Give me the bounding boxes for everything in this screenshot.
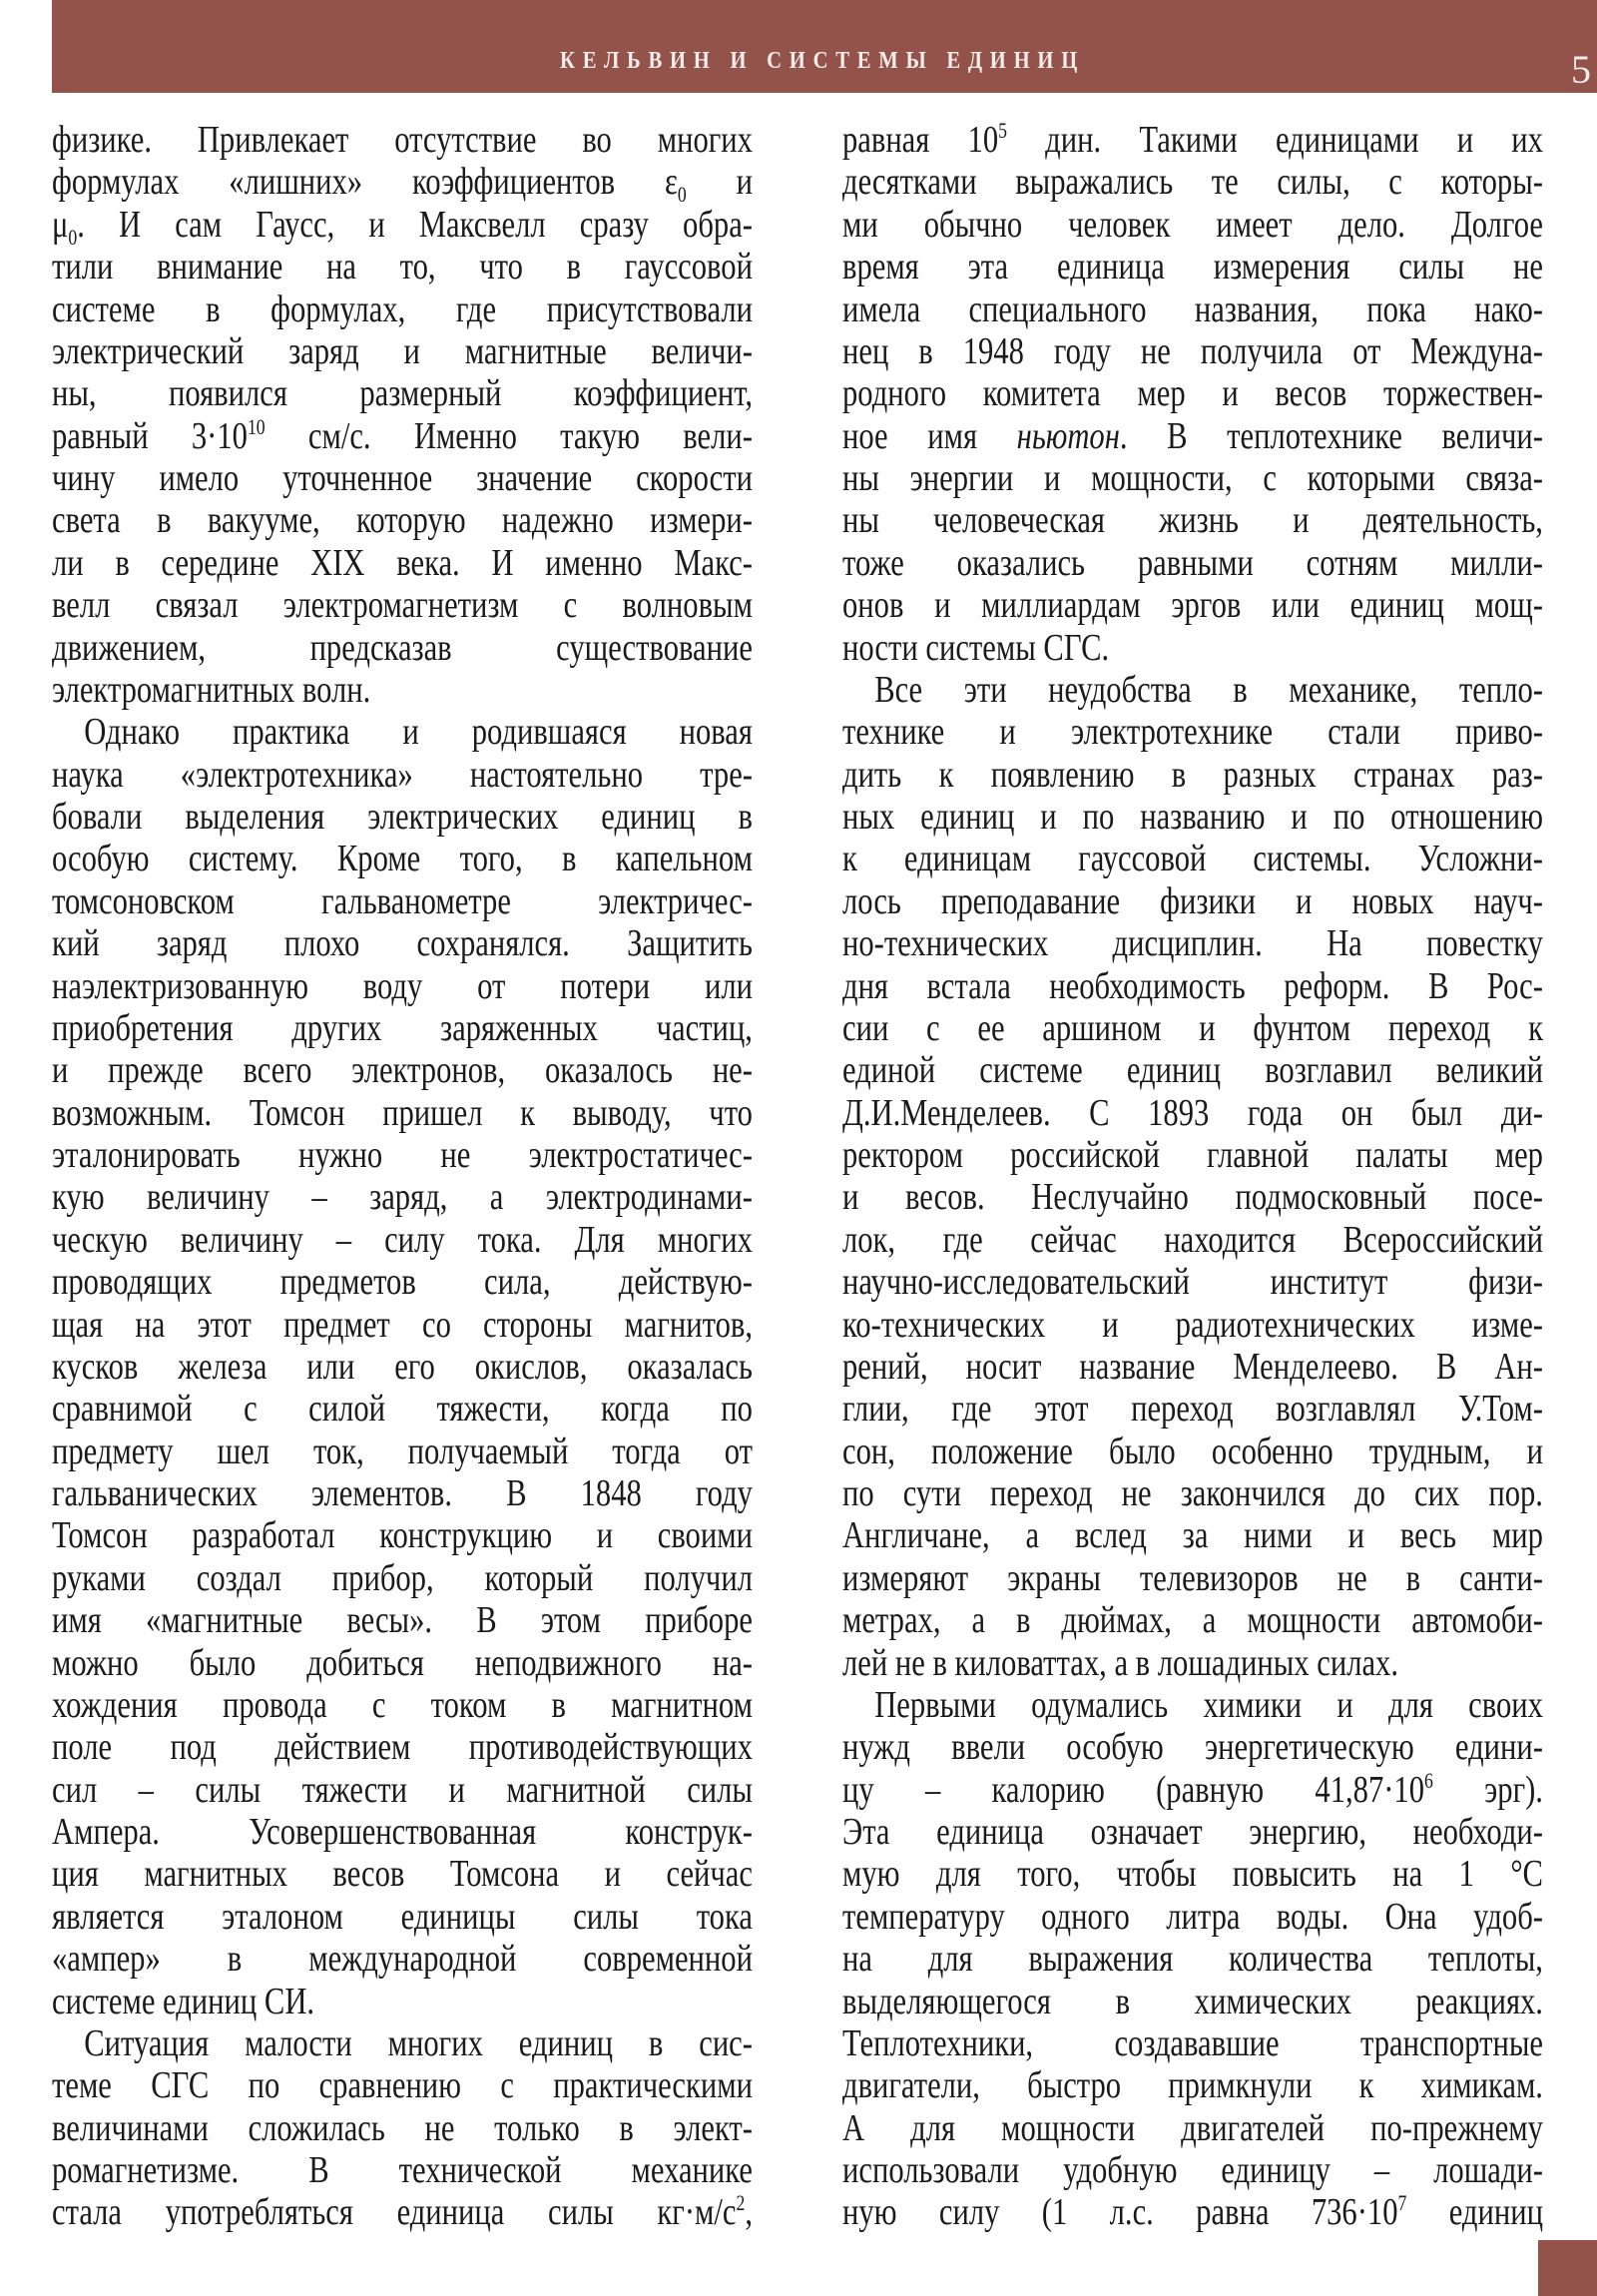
text-run: Ампера. Усовершенствованная конструк-	[52, 1811, 753, 1853]
text-line	[52, 923, 753, 965]
text-line	[842, 797, 1543, 839]
text-line	[842, 500, 1543, 542]
text-run: . В теплотехнике величи-	[1119, 414, 1543, 457]
text-run: системе в формулах, где присутствовали	[52, 287, 753, 330]
text-run: руками создал прибор, который получил	[52, 1556, 753, 1599]
text-line	[52, 1347, 753, 1389]
text-run: тоже оказались равными сотням милли-	[842, 541, 1543, 584]
text-line	[52, 161, 753, 208]
text-run: А для мощности двигателей по-прежнему	[842, 2106, 1543, 2149]
text-line	[842, 1558, 1543, 1600]
text-run: Англичане, а вслед за ними и весь мир	[842, 1514, 1543, 1557]
text-run: ных единиц и по названию и по отношению	[842, 796, 1543, 838]
text-run: десятками выражались те силы, с которы-	[842, 161, 1543, 204]
text-run: велл связал электромагнетизм с волновым	[52, 584, 753, 627]
text-run: ны энергии и мощности, с которыми связа-	[842, 457, 1543, 499]
italic-term: ньютон	[1016, 414, 1120, 457]
text-run: измеряют экраны телевизоров не в санти-	[842, 1556, 1543, 1599]
text-line	[52, 120, 753, 162]
text-run: томсоновском гальванометре электричес-	[52, 879, 753, 922]
text-line	[52, 331, 753, 373]
text-run: единой системе единиц возглавил великий	[842, 1049, 1543, 1092]
text-line	[52, 966, 753, 1008]
text-run: ция магнитных весов Томсона и сейчас	[52, 1853, 753, 1896]
text-run: является эталоном единицы силы тока	[52, 1895, 753, 1938]
text-line	[52, 1643, 753, 1685]
text-line	[842, 1473, 1543, 1515]
text-run: см/с. Именно такую вели-	[265, 414, 753, 457]
text-line	[52, 670, 753, 712]
text-run: наэлектризованную воду от потери или	[52, 964, 753, 1007]
text-run: но-технических дисциплин. На повестку	[842, 922, 1543, 965]
text-run: имела специального названия, пока нако-	[842, 287, 1543, 330]
text-line	[52, 712, 753, 754]
text-run: нец в 1948 году не получила от Междуна-	[842, 329, 1543, 372]
text-run: лей не в киловаттах, а в лошадиных силах.	[842, 1641, 1398, 1684]
text-line	[52, 1982, 753, 2023]
text-line	[52, 1050, 753, 1092]
text-run: Теплотехники, создававшие транспортные	[842, 2021, 1543, 2064]
text-run: Первыми одумались химики и для своих	[874, 1683, 1543, 1726]
text-run: дить к появлению в разных странах раз-	[842, 753, 1543, 796]
text-line	[52, 500, 753, 542]
text-line	[52, 1812, 753, 1854]
text-line	[52, 203, 753, 250]
text-run: по сути переход не закончился до сих пор.	[842, 1472, 1543, 1514]
text-line	[52, 1600, 753, 1642]
text-run: тили внимание на то, что в гауссовой	[52, 246, 753, 288]
text-run: Д.И.Менделеев. С 1893 года он был ди-	[842, 1091, 1543, 1134]
text-run: бовали выделения электрических единиц в	[52, 796, 753, 838]
text-run: ческую величину – силу тока. Для многих	[52, 1218, 753, 1261]
text-run: эрг).	[1432, 1768, 1543, 1811]
text-run: сии с ее аршином и фунтом переход к	[842, 1006, 1543, 1049]
text-line	[842, 1135, 1543, 1177]
text-run: на для выражения количества теплоты,	[842, 1938, 1543, 1981]
text-line	[842, 1812, 1543, 1854]
text-run: Все эти неудобства в механике, тепло-	[874, 668, 1543, 711]
text-line	[52, 2023, 753, 2065]
text-run: и	[686, 161, 753, 204]
page-number: 5	[1571, 47, 1591, 92]
text-run: ны, появился размерный коэффициент,	[52, 372, 753, 415]
text-run: теме СГС по сравнению с практическими	[52, 2064, 753, 2107]
text-line	[52, 1558, 753, 1600]
text-line	[842, 2023, 1543, 2065]
text-run: единиц	[1406, 2191, 1543, 2234]
text-run: эталонировать нужно не электростатичес-	[52, 1134, 753, 1176]
chapter-title: КЕЛЬВИН И СИСТЕМЫ ЕДИНИЦ	[560, 48, 1085, 74]
text-line	[842, 1854, 1543, 1896]
text-run: кусков железа или его окислов, оказалась	[52, 1345, 753, 1388]
text-line	[842, 2150, 1543, 2192]
text-line	[842, 1008, 1543, 1050]
text-line	[52, 881, 753, 923]
text-line	[842, 1767, 1543, 1812]
text-run: дня встала необходимость реформ. В Рос-	[842, 964, 1543, 1007]
text-line	[52, 1473, 753, 1515]
text-run: имя «магнитные весы». В этом приборе	[52, 1599, 753, 1642]
superscript: 7	[1397, 2190, 1407, 2216]
text-run: к единицам гауссовой системы. Усложни-	[842, 838, 1543, 880]
text-line	[842, 2065, 1543, 2107]
text-line	[52, 1939, 753, 1981]
text-line	[52, 839, 753, 880]
text-run: родного комитета мер и весов торжествен-	[842, 372, 1543, 415]
text-line	[842, 670, 1543, 712]
text-run: стала употребляться единица силы кг·м/с	[52, 2191, 737, 2234]
text-run: Эта единица означает энергию, необходи-	[842, 1811, 1543, 1853]
text-run: и прежде всего электронов, оказалось не-	[52, 1049, 753, 1092]
text-run: возможным. Томсон пришел к выводу, что	[52, 1091, 753, 1134]
text-line	[842, 458, 1543, 500]
text-run: ,	[745, 2191, 753, 2234]
text-run: и весов. Неслучайно подмосковный посе-	[842, 1176, 1543, 1219]
text-line	[842, 205, 1543, 247]
superscript: 10	[247, 413, 266, 439]
text-run: системе единиц СИ.	[52, 1980, 315, 2022]
superscript: 5	[998, 118, 1007, 143]
text-line	[842, 712, 1543, 754]
text-run: щая на этот предмет со стороны магнитов,	[52, 1303, 753, 1346]
text-run: Однако практика и родившаяся новая	[84, 711, 753, 754]
text-run: света в вакууме, которую надежно измери-	[52, 499, 753, 542]
text-line	[52, 628, 753, 670]
text-line	[842, 373, 1543, 415]
text-run: наука «электротехника» настоятельно тре-	[52, 753, 753, 796]
text-run: физике. Привлекает отсутствие во многих	[52, 119, 753, 161]
text-column-left	[52, 120, 922, 2235]
text-run: особую систему. Кроме того, в капельном	[52, 838, 753, 880]
text-line	[52, 2192, 753, 2234]
text-line	[842, 966, 1543, 1008]
text-line	[52, 543, 753, 585]
text-line	[842, 585, 1543, 627]
text-line	[52, 1897, 753, 1939]
text-run: ное имя	[842, 414, 1017, 457]
text-line	[52, 413, 753, 458]
text-run: онов и миллиардам эргов или единиц мощ-	[842, 584, 1543, 627]
text-run: ромагнетизме. В технической механике	[52, 2149, 753, 2191]
text-run: равный 3·10	[52, 414, 248, 457]
text-line	[842, 1515, 1543, 1557]
text-line	[842, 1939, 1543, 1981]
text-line	[52, 1432, 753, 1473]
text-run: рений, носит название Менделеево. В Ан-	[842, 1345, 1543, 1388]
text-line	[842, 1982, 1543, 2023]
text-run: ко-технических и радиотехнических изме-	[842, 1303, 1543, 1346]
text-run: проводящих предметов сила, действую-	[52, 1261, 753, 1304]
text-run: научно-исследовательский институт физи-	[842, 1261, 1543, 1304]
text-line	[52, 1008, 753, 1050]
text-run: электромагнитных волн.	[52, 668, 371, 711]
text-run: ректором российской главной палаты мер	[842, 1134, 1543, 1176]
text-run: электрический заряд и магнитные величи-	[52, 329, 753, 372]
text-line	[52, 2108, 753, 2150]
subscript: 0	[68, 224, 78, 250]
text-run: Ситуация малости многих единиц в сис-	[84, 2021, 753, 2064]
text-run: предмету шел ток, получаемый тогда от	[52, 1430, 753, 1472]
text-line	[842, 881, 1543, 923]
text-line	[52, 755, 753, 797]
text-line	[842, 1177, 1543, 1219]
text-column-right	[842, 120, 1597, 2235]
text-line	[52, 585, 753, 627]
text-run: дин. Такими единицами и их	[1006, 119, 1543, 161]
text-run: температуру одного литра воды. Она удоб-	[842, 1895, 1543, 1938]
text-line	[52, 1389, 753, 1431]
text-run: поле под действием противодействующих	[52, 1726, 753, 1769]
text-line	[842, 1093, 1543, 1135]
text-line	[52, 1515, 753, 1557]
text-run: ны человеческая жизнь и деятельность,	[842, 499, 1543, 542]
text-run: мую для того, чтобы повысить на 1 °С	[842, 1853, 1543, 1896]
text-run: двигатели, быстро примкнули к химикам.	[842, 2064, 1543, 2107]
text-run: сил – силы тяжести и магнитной силы	[52, 1768, 753, 1811]
text-line	[842, 289, 1543, 331]
text-line	[52, 1093, 753, 1135]
text-run: кий заряд плохо сохранялся. Защитить	[52, 922, 753, 965]
text-line	[842, 543, 1543, 585]
text-line	[52, 1135, 753, 1177]
text-run: метрах, а в дюймах, а мощности автомоби-	[842, 1599, 1543, 1642]
text-run: . И сам Гаусс, и Максвелл сразу обра-	[77, 203, 753, 246]
text-line	[52, 1305, 753, 1347]
text-line	[842, 839, 1543, 880]
text-line	[842, 1347, 1543, 1389]
text-run: лок, где сейчас находится Всероссийский	[842, 1218, 1543, 1261]
text-run: ную силу (1 л.с. равна 736·10	[842, 2191, 1398, 2234]
text-run: можно было добиться неподвижного на-	[52, 1641, 753, 1684]
text-line	[52, 2150, 753, 2192]
text-line	[52, 1220, 753, 1262]
superscript: 2	[736, 2190, 746, 2216]
text-run: выделяющегося в химических реакциях.	[842, 1980, 1543, 2022]
text-run: приобретения других заряженных частиц,	[52, 1006, 753, 1049]
text-run: величинами сложилась не только в элект-	[52, 2106, 753, 2149]
text-line	[842, 1220, 1543, 1262]
text-run: Томсон разработал конструкцию и своими	[52, 1514, 753, 1557]
text-line	[52, 373, 753, 415]
text-run: использовали удобную единицу – лошади-	[842, 2149, 1543, 2191]
text-line	[842, 1727, 1543, 1769]
text-run: формулах «лишних» коэффициентов ε	[52, 161, 678, 204]
text-line	[842, 1050, 1543, 1092]
text-run: движением, предсказав существование	[52, 626, 753, 669]
text-line	[52, 1685, 753, 1727]
text-line	[842, 120, 1543, 162]
text-run: технике и электротехнике стали приво-	[842, 711, 1543, 754]
text-run: чину имело уточненное значение скорости	[52, 457, 753, 499]
text-run: μ	[52, 203, 69, 246]
text-line	[52, 247, 753, 288]
text-run: сон, положение было особенно трудным, и	[842, 1430, 1543, 1472]
text-run: кую величину – заряд, а электродинами-	[52, 1176, 753, 1219]
text-line	[842, 2192, 1543, 2234]
superscript: 6	[1424, 1767, 1433, 1793]
text-line	[52, 458, 753, 500]
text-line	[52, 797, 753, 839]
text-line	[52, 1727, 753, 1769]
text-line	[842, 331, 1543, 373]
text-line	[52, 1177, 753, 1219]
text-line	[842, 923, 1543, 965]
text-run: сравнимой с силой тяжести, когда по	[52, 1388, 753, 1431]
text-run: ли в середине XIX века. И именно Макс-	[52, 541, 753, 584]
subscript: 0	[677, 182, 687, 208]
text-run: лось преподавание физики и новых науч-	[842, 879, 1543, 922]
text-run: нужд ввели особую энергетическую едини-	[842, 1726, 1543, 1769]
text-run: цу – калорию (равную 41,87·10	[842, 1768, 1425, 1811]
text-run: «ампер» в международной современной	[52, 1938, 753, 1981]
text-line	[52, 1770, 753, 1812]
text-line	[842, 1262, 1543, 1304]
text-line	[842, 1685, 1543, 1727]
text-line	[842, 1389, 1543, 1431]
text-line	[842, 247, 1543, 288]
text-line	[52, 289, 753, 331]
text-line	[842, 1432, 1543, 1473]
text-line	[52, 2065, 753, 2107]
text-run: ми обычно человек имеет дело. Долгое	[842, 203, 1543, 246]
text-line	[842, 1305, 1543, 1347]
text-line	[842, 1643, 1543, 1685]
running-header	[52, 0, 1597, 93]
text-run: ности системы СГС.	[842, 626, 1110, 669]
text-line	[52, 1854, 753, 1896]
text-line	[842, 755, 1543, 797]
text-line	[842, 1600, 1543, 1642]
text-line	[842, 2108, 1543, 2150]
text-run: гальванических элементов. В 1848 году	[52, 1472, 753, 1514]
text-run: глии, где этот переход возглавлял У.Том-	[842, 1388, 1543, 1431]
text-line	[842, 628, 1543, 670]
text-run: хождения провода с током в магнитном	[52, 1683, 753, 1726]
text-line	[842, 416, 1543, 458]
text-run: время эта единица измерения силы не	[842, 246, 1543, 288]
text-line	[52, 1262, 753, 1304]
text-run: равная 10	[842, 119, 999, 161]
text-line	[842, 1897, 1543, 1939]
corner-decoration	[1538, 2240, 1597, 2296]
text-line	[842, 162, 1543, 204]
